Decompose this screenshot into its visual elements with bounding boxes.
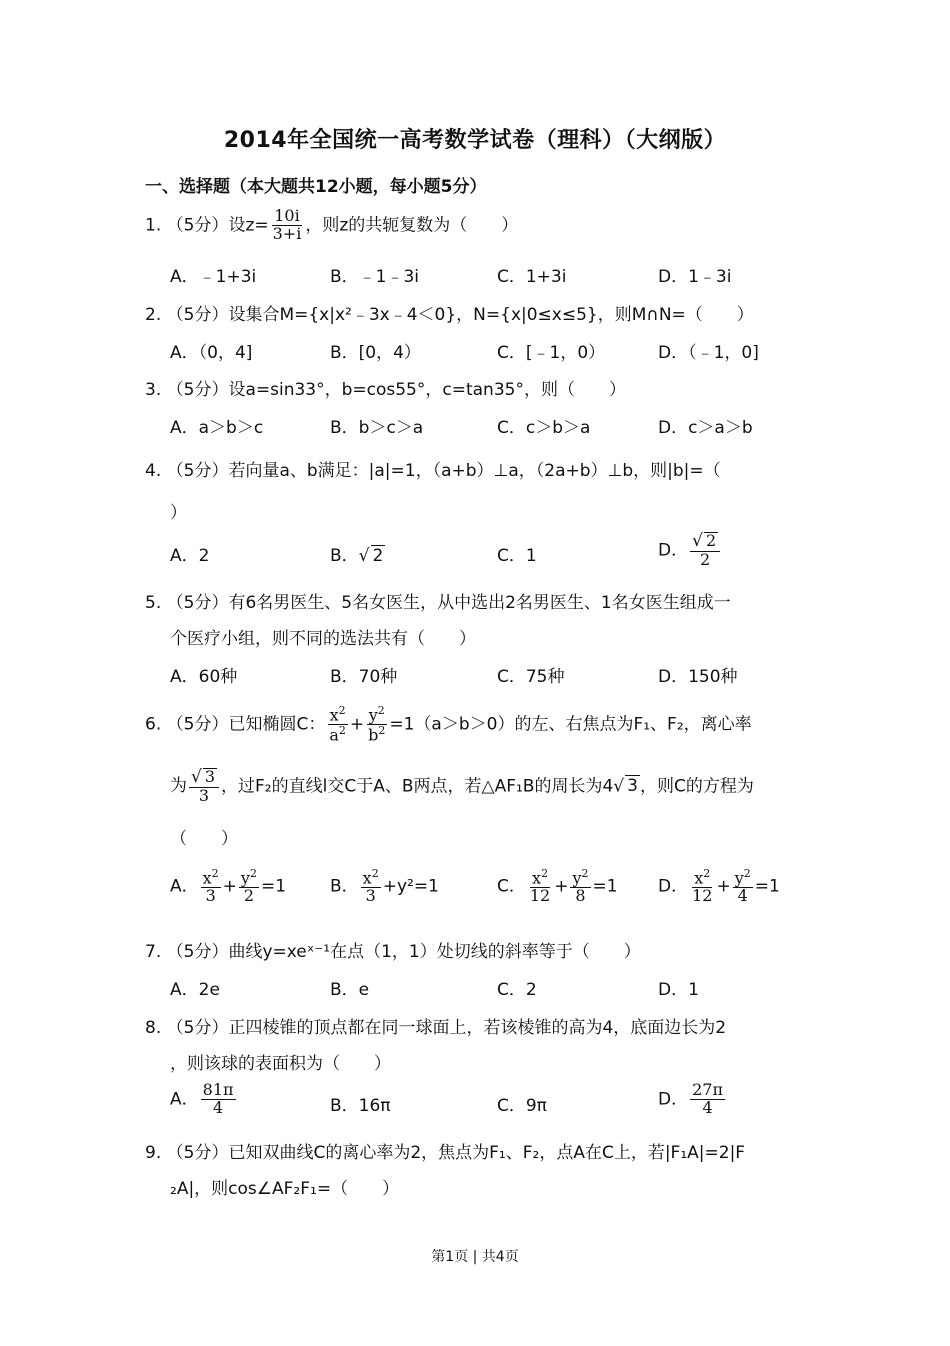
- option-d: D．150种: [658, 667, 738, 687]
- option-a: A． $\frac{81\pi}{4}$: [170, 1080, 234, 1117]
- question-text: （5分）设a=sin33°，b=cos55°，c=tan35°，则（ ）: [166, 380, 626, 400]
- option-b: B．70种: [330, 667, 398, 687]
- question-text: （5分）已知双曲线C的离心率为2，焦点为F₁、F₂，点A在C上，若|F₁A|=2|F: [166, 1143, 746, 1163]
- question-8: 8. （5分）正四棱锥的顶点都在同一球面上，若该棱锥的高为4，底面边长为2: [145, 1018, 727, 1038]
- question-9: 9. （5分）已知双曲线C的离心率为2，焦点为F₁、F₂，点A在C上，若|F₁A|=2|F: [145, 1143, 746, 1163]
- question-continuation: ，则该球的表面积为（ ）: [170, 1054, 391, 1074]
- question-continuation: ）: [170, 503, 187, 523]
- question-text: （5分）有6名男医生、5名女医生，从中选出2名男医生、1名女医生组成一: [166, 593, 731, 613]
- option-b: B．[0，4）: [330, 343, 421, 363]
- option-b: B．﹣1﹣3i: [330, 267, 420, 287]
- option-c: C．75种: [497, 667, 565, 687]
- option-c: C．2: [497, 980, 537, 1000]
- option-b: B．16π: [330, 1096, 391, 1116]
- option-a: A．a＞b＞c: [170, 418, 264, 438]
- option-d: D．（﹣1，0]: [658, 343, 759, 363]
- question-continuation: ₂A|，则cos∠AF₂F₁=（ ）: [170, 1179, 400, 1199]
- option-b: B．b＞c＞a: [330, 418, 424, 438]
- question-text: （5分）若向量a、b满足：|a|=1，（a+b）⊥a，（2a+b）⊥b，则|b|=（: [166, 461, 721, 481]
- option-d: D．c＞a＞b: [658, 418, 753, 438]
- question-number: 1.: [145, 215, 162, 236]
- option-c: C．1: [497, 546, 537, 566]
- question-7: 7. （5分）曲线y=xeˣ⁻¹在点（1，1）处切线的斜率等于（ ）: [145, 942, 641, 962]
- option-d: D． $\frac{x^2}{12}$ + $\frac{y^2}{4}$ =1: [658, 867, 780, 906]
- question-3: 3. （5分）设a=sin33°，b=cos55°，c=tan35°，则（ ）: [145, 380, 626, 400]
- option-a: A．2: [170, 546, 210, 566]
- option-d: D． $\frac{27\pi}{4}$: [658, 1080, 723, 1117]
- option-a: A．﹣1+3i: [170, 267, 257, 287]
- option-d: D．1﹣3i: [658, 267, 732, 287]
- question-continuation: 个医疗小组，则不同的选法共有（ ）: [170, 629, 476, 649]
- page-title: 2014年全国统一高考数学试卷（理科）（大纲版）: [223, 128, 727, 153]
- page-footer: 第1页 | 共4页: [431, 1249, 519, 1265]
- question-text: （5分）设集合M={x|x²﹣3x﹣4＜0}，N={x|0≤x≤5}，则M∩N=（ ）: [166, 305, 754, 325]
- question-6: 6. （5分）已知椭圆C： $\frac{x^2}{a^2}$ + $\frac{y^2}{b^2}$ =1（a＞b＞0）的左、右焦点为F₁、F₂，离心率: [145, 704, 752, 745]
- option-c: C．c＞b＞a: [497, 418, 591, 438]
- option-a: A．2e: [170, 980, 220, 1000]
- option-d: D． $\frac{√ 2}{2}$: [658, 532, 722, 569]
- option-c: C．1+3i: [497, 267, 567, 287]
- option-b: B． $\frac{x^2}{3}$ +y²=1: [330, 867, 439, 906]
- fraction: $\frac{10i}{3+i}$: [272, 206, 302, 243]
- question-text: （5分）设z=: [166, 215, 269, 236]
- option-b: B．e: [330, 980, 370, 1000]
- option-c: C．9π: [497, 1096, 547, 1116]
- section-heading: 一、选择题（本大题共12小题，每小题5分）: [145, 177, 487, 197]
- question-text: （5分）正四棱锥的顶点都在同一球面上，若该棱锥的高为4，底面边长为2: [166, 1018, 727, 1038]
- fraction: $\frac{x^2}{a^2}$: [329, 704, 346, 745]
- question-continuation: 为 $\frac{√ 3}{3}$ ，过F₂的直线l交C于A、B两点，若△AF₁B的周长为4√ 3 ，则C的方程为: [170, 767, 754, 805]
- question-5: 5. （5分）有6名男医生、5名女医生，从中选出2名男医生、1名女医生组成一: [145, 593, 731, 613]
- question-4: 4. （5分）若向量a、b满足：|a|=1，（a+b）⊥a，（2a+b）⊥b，则|b|=（: [145, 461, 721, 481]
- option-a: A． $\frac{x^2}{3}$ + $\frac{y^2}{2}$ =1: [170, 867, 287, 906]
- option-c: C．[﹣1，0）: [497, 343, 606, 363]
- question-text: （5分）曲线y=xeˣ⁻¹在点（1，1）处切线的斜率等于（ ）: [166, 942, 641, 962]
- option-d: D．1: [658, 980, 699, 1000]
- option-a: A．（0，4]: [170, 343, 253, 363]
- question-continuation: （ ）: [170, 829, 238, 849]
- question-1: 1. （5分）设z= $\frac{10i}{3+i}$ ，则z的共轭复数为（ ）: [145, 206, 519, 243]
- fraction: $\frac{y^2}{b^2}$: [368, 704, 386, 745]
- option-b: B．√ 2: [330, 546, 384, 566]
- option-a: A．60种: [170, 667, 238, 687]
- option-c: C． $\frac{x^2}{12}$ + $\frac{y^2}{8}$ =1: [497, 867, 618, 906]
- question-2: 2. （5分）设集合M={x|x²﹣3x﹣4＜0}，N={x|0≤x≤5}，则M∩N=（ ）: [145, 305, 754, 325]
